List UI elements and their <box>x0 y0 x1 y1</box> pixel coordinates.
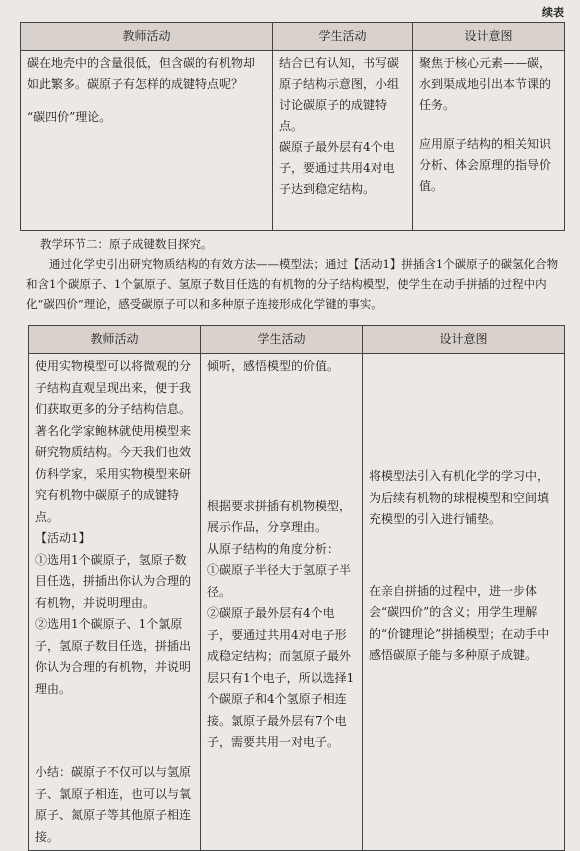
teacher-text: ②选用1个碳原子、1个氯原子，氢原子数目任选，拼插出你认为合理的有机物，并说明理由。 <box>35 617 192 696</box>
section-intro: 通过化学史引出研究物质结构的有效方法——模型法；通过【活动1】拼插含1个碳原子的碳氢化合物和含1个碳原子、1个氯原子、氢原子数目任选的有机物的分子结构模型，使学生在动手拼插的过程中内化“碳四价”理论，感受碳原子可以和多种原子连接形成化学键的事实。 <box>26 257 559 311</box>
header-teacher-activity: 教师活动 <box>21 23 273 51</box>
teacher-activity-cell <box>21 51 273 231</box>
header-design-intent: 设计意图 <box>363 326 565 354</box>
activity-table-2 <box>28 325 565 851</box>
design-text: 应用原子结构的相关知识分析、体会原理的指导价值。 <box>419 137 552 193</box>
design-text: 在亲自拼插的过程中，进一步体会“碳四价”的含义；用学生理解的“价键理论”拼插模型；在动手中感悟碳原子能与多种原子成键。 <box>369 583 550 662</box>
activity-label: 【活动1】 <box>35 531 91 545</box>
summary-text: 小结：碳原子不仅可以与氢原子、氯原子相连，也可以与氧原子、氮原子等其他原子相连接。 <box>35 765 192 844</box>
teacher-activity-cell <box>29 354 201 851</box>
teacher-text: 使用实物模型可以将微观的分子结构直观呈现出来，便于我们获取更多的分子结构信息。著名化学家鲍林就使用模型来研究物质结构。今天我们也效仿科学家，采用实物模型来研究有机物中碳原子的成键特点。 <box>35 359 192 524</box>
teacher-text: ①选用1个碳原子，氢原子数目任选，拼插出你认为合理的有机物，并说明理由。 <box>35 552 192 610</box>
table-header-row <box>21 23 565 51</box>
header-student-activity: 学生活动 <box>201 326 363 354</box>
design-intent-cell <box>413 51 565 231</box>
student-text: ①碳原子半径大于氢原子半径。 <box>207 563 352 599</box>
student-activity-cell <box>201 354 363 851</box>
continued-label: 续表 <box>542 6 564 19</box>
student-text: 从原子结构的角度分析： <box>207 541 340 556</box>
student-text: 倾听，感悟模型的价值。 <box>207 359 340 373</box>
activity-table-1 <box>20 22 565 231</box>
teacher-text: “碳四价”理论。 <box>27 110 112 124</box>
header-teacher-activity: 教师活动 <box>29 326 201 354</box>
student-text: 碳原子最外层有4个电子，要通过共用4对电子达到稳定结构。 <box>279 140 395 196</box>
table-row <box>21 51 565 231</box>
design-intent-cell <box>363 354 565 851</box>
table-header-row <box>29 326 565 354</box>
design-text: 将模型法引入有机化学的学习中，为后续有机物的球棍模型和空间填充模型的引入进行铺垫。 <box>369 469 550 526</box>
header-student-activity: 学生活动 <box>273 23 413 51</box>
student-text: ②碳原子最外层有4个电子，要通过共用4对电子形成稳定结构；而氢原子最外层只有1个电子，所以选择1个碳原子和4个氢原子相连接。氯原子最外层有7个电子，需要共用一对电子。 <box>207 606 355 749</box>
header-design-intent: 设计意图 <box>413 23 565 51</box>
teacher-text: 碳在地壳中的含量很低，但含碳的有机物却如此繁多。碳原子有怎样的成键特点呢？ <box>27 56 256 91</box>
section-title: 教学环节二：原子成键数目探究。 <box>40 237 213 251</box>
design-text: 聚焦于核心元素——碳，水到渠成地引出本节课的任务。 <box>419 56 552 112</box>
table-row <box>29 354 565 851</box>
student-text: 结合已有认知，书写碳原子结构示意图，小组讨论碳原子的成键特点。 <box>279 56 400 133</box>
student-activity-cell <box>273 51 413 231</box>
student-text: 根据要求拼插有机物模型，展示作品，分享理由。 <box>207 498 352 534</box>
